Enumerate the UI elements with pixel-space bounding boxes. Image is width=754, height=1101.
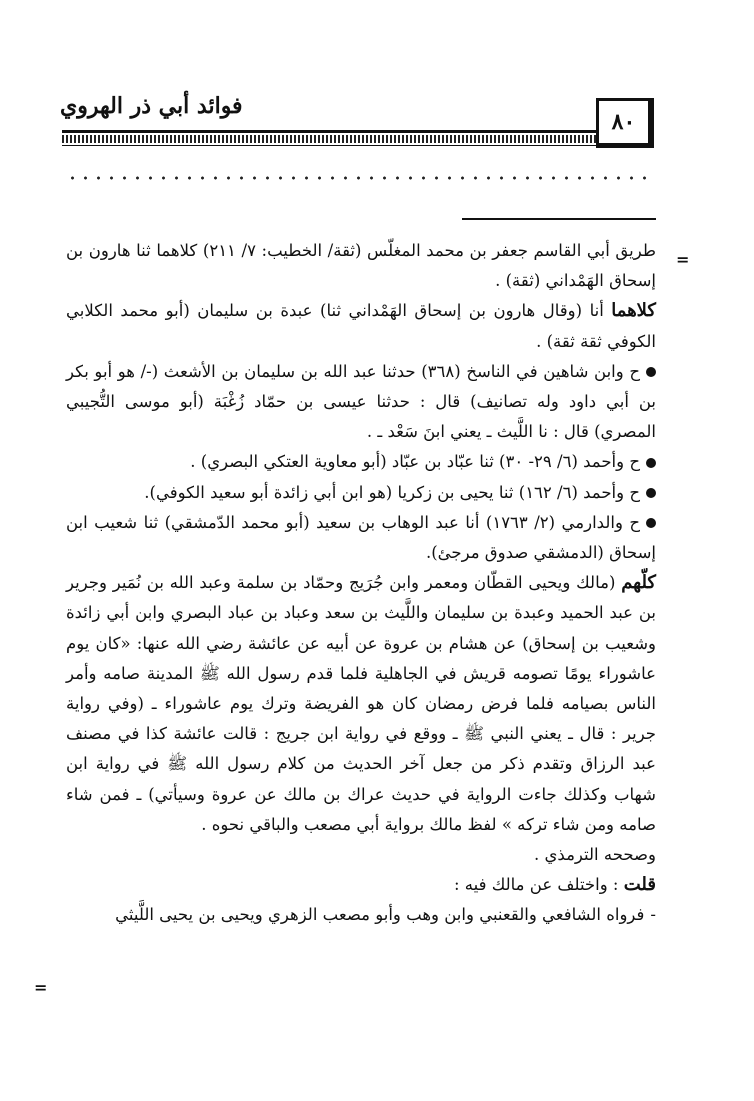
bullet-item: ح والدارمي (٢/ ١٧٦٣) أنا عبد الوهاب بن سعيد (أبو محمد الدّمشقي) ثنا شعيب ابن إسحاق (الدمشقي صدوق مرجئ). <box>66 512 656 563</box>
footnote-separator-rule <box>462 218 656 220</box>
bullet-icon <box>646 458 656 468</box>
paragraph-chain-1: طريق أبي القاسم جعفر بن محمد المغلّس (ثقة/ الخطيب: ٧/ ٢١١) كلاهما ثنا هارون بن إسحاق الهَمْداني (ثقة) . <box>66 241 656 291</box>
paragraph-hadith: كلّهم (مالك ويحيى القطّان ومعمر وابن جُرَيج وحمّاد بن سلمة وعبد الله بن نُمَير وجرير بن عبد الحميد وعبدة بن سليمان واللَّيث بن سعد وعباد بن عباد البصري وابن أبي زائدة وشعيب بن إسحاق) عن هشام بن عروة عن أبيه عن عائشة رضي الله عنها: «كان يوم عاشوراء يومًا تصومه قريش في الجاهلية فلما قدم رسول الله ﷺ المدينة صامه وأمر الناس بصيامه فلما فرض رمضان كان هو الفريضة وترك يوم عاشوراء ـ (وفي رواية جرير : قال ـ يعني النبي ﷺ ـ ووقع في رواية ابن جريج : قالت عائشة كذا في مصنف عبد الرزاق وتقدم ذكر من جعل آخر الحديث من كلام رسول الله ﷺ في رواية ابن شهاب وكذلك جاءت الرواية في حديث عراك بن مالك عن عروة وسيأتي) ـ فمن شاء صامه ومن شاء تركه » لفظ مالك برواية أبي مصعب والباقي نحوه . <box>66 572 656 834</box>
dash-item: -فرواه الشافعي والقعنبي وابن وهب وأبو مصعب الزهري ويحيى بن يحيى اللَّيثي <box>115 905 656 925</box>
page-number: ٨٠ <box>611 109 636 135</box>
dash-icon: - <box>650 905 656 925</box>
paragraph-lead: كلاهما <box>611 300 656 322</box>
header-rule-thin <box>62 145 598 146</box>
book-title: فوائد أبي ذر الهروي <box>60 93 243 119</box>
paragraph-note: قلت : واختلف عن مالك فيه : <box>453 874 656 896</box>
page-number-box <box>596 98 654 148</box>
paragraph-chain-2: كلاهما أنا (وقال هارون بن إسحاق الهَمْداني ثنا) عبدة بن سليمان (أبو محمد الكلابي الكوفي ثقة ثقة) . <box>66 300 656 351</box>
bullet-item: ح وأحمد (٦/ ٢٩- ٣٠) ثنا عبّاد بن عبّاد (أبو معاوية العتكي البصري) . <box>66 447 656 477</box>
paragraph-lead: كلّهم <box>621 572 656 594</box>
paragraph-tirmidhi: وصححه الترمذي . <box>534 845 656 865</box>
bullet-icon <box>646 367 656 377</box>
bullet-icon <box>646 518 656 528</box>
margin-continuation-mark-bottom: = <box>34 978 48 997</box>
bullet-icon <box>646 488 656 498</box>
header-rule-hatched <box>62 135 598 143</box>
bullet-item: ح وابن شاهين في الناسخ (٣٦٨) حدثنا عبد الله بن سليمان بن الأشعث (-/ هو أبو بكر بن أبي داود وله تصانيف) قال : حدثنا عيسى بن حمّاد زُغْبَة (أبو موسى التُّجيبي المصري) قال : نا اللَّيث ـ يعني ابنَ سَعْد ـ . <box>66 361 656 442</box>
paragraph-lead: قلت <box>623 874 656 896</box>
margin-continuation-mark-top: = <box>676 250 690 269</box>
dotted-separator <box>66 170 656 186</box>
header-rule-thick <box>62 130 598 133</box>
bullet-item: ح وأحمد (٦/ ١٦٢) ثنا يحيى بن زكريا (هو ابن أبي زائدة أبو سعيد الكوفي). <box>66 478 656 508</box>
page-body <box>66 236 656 931</box>
